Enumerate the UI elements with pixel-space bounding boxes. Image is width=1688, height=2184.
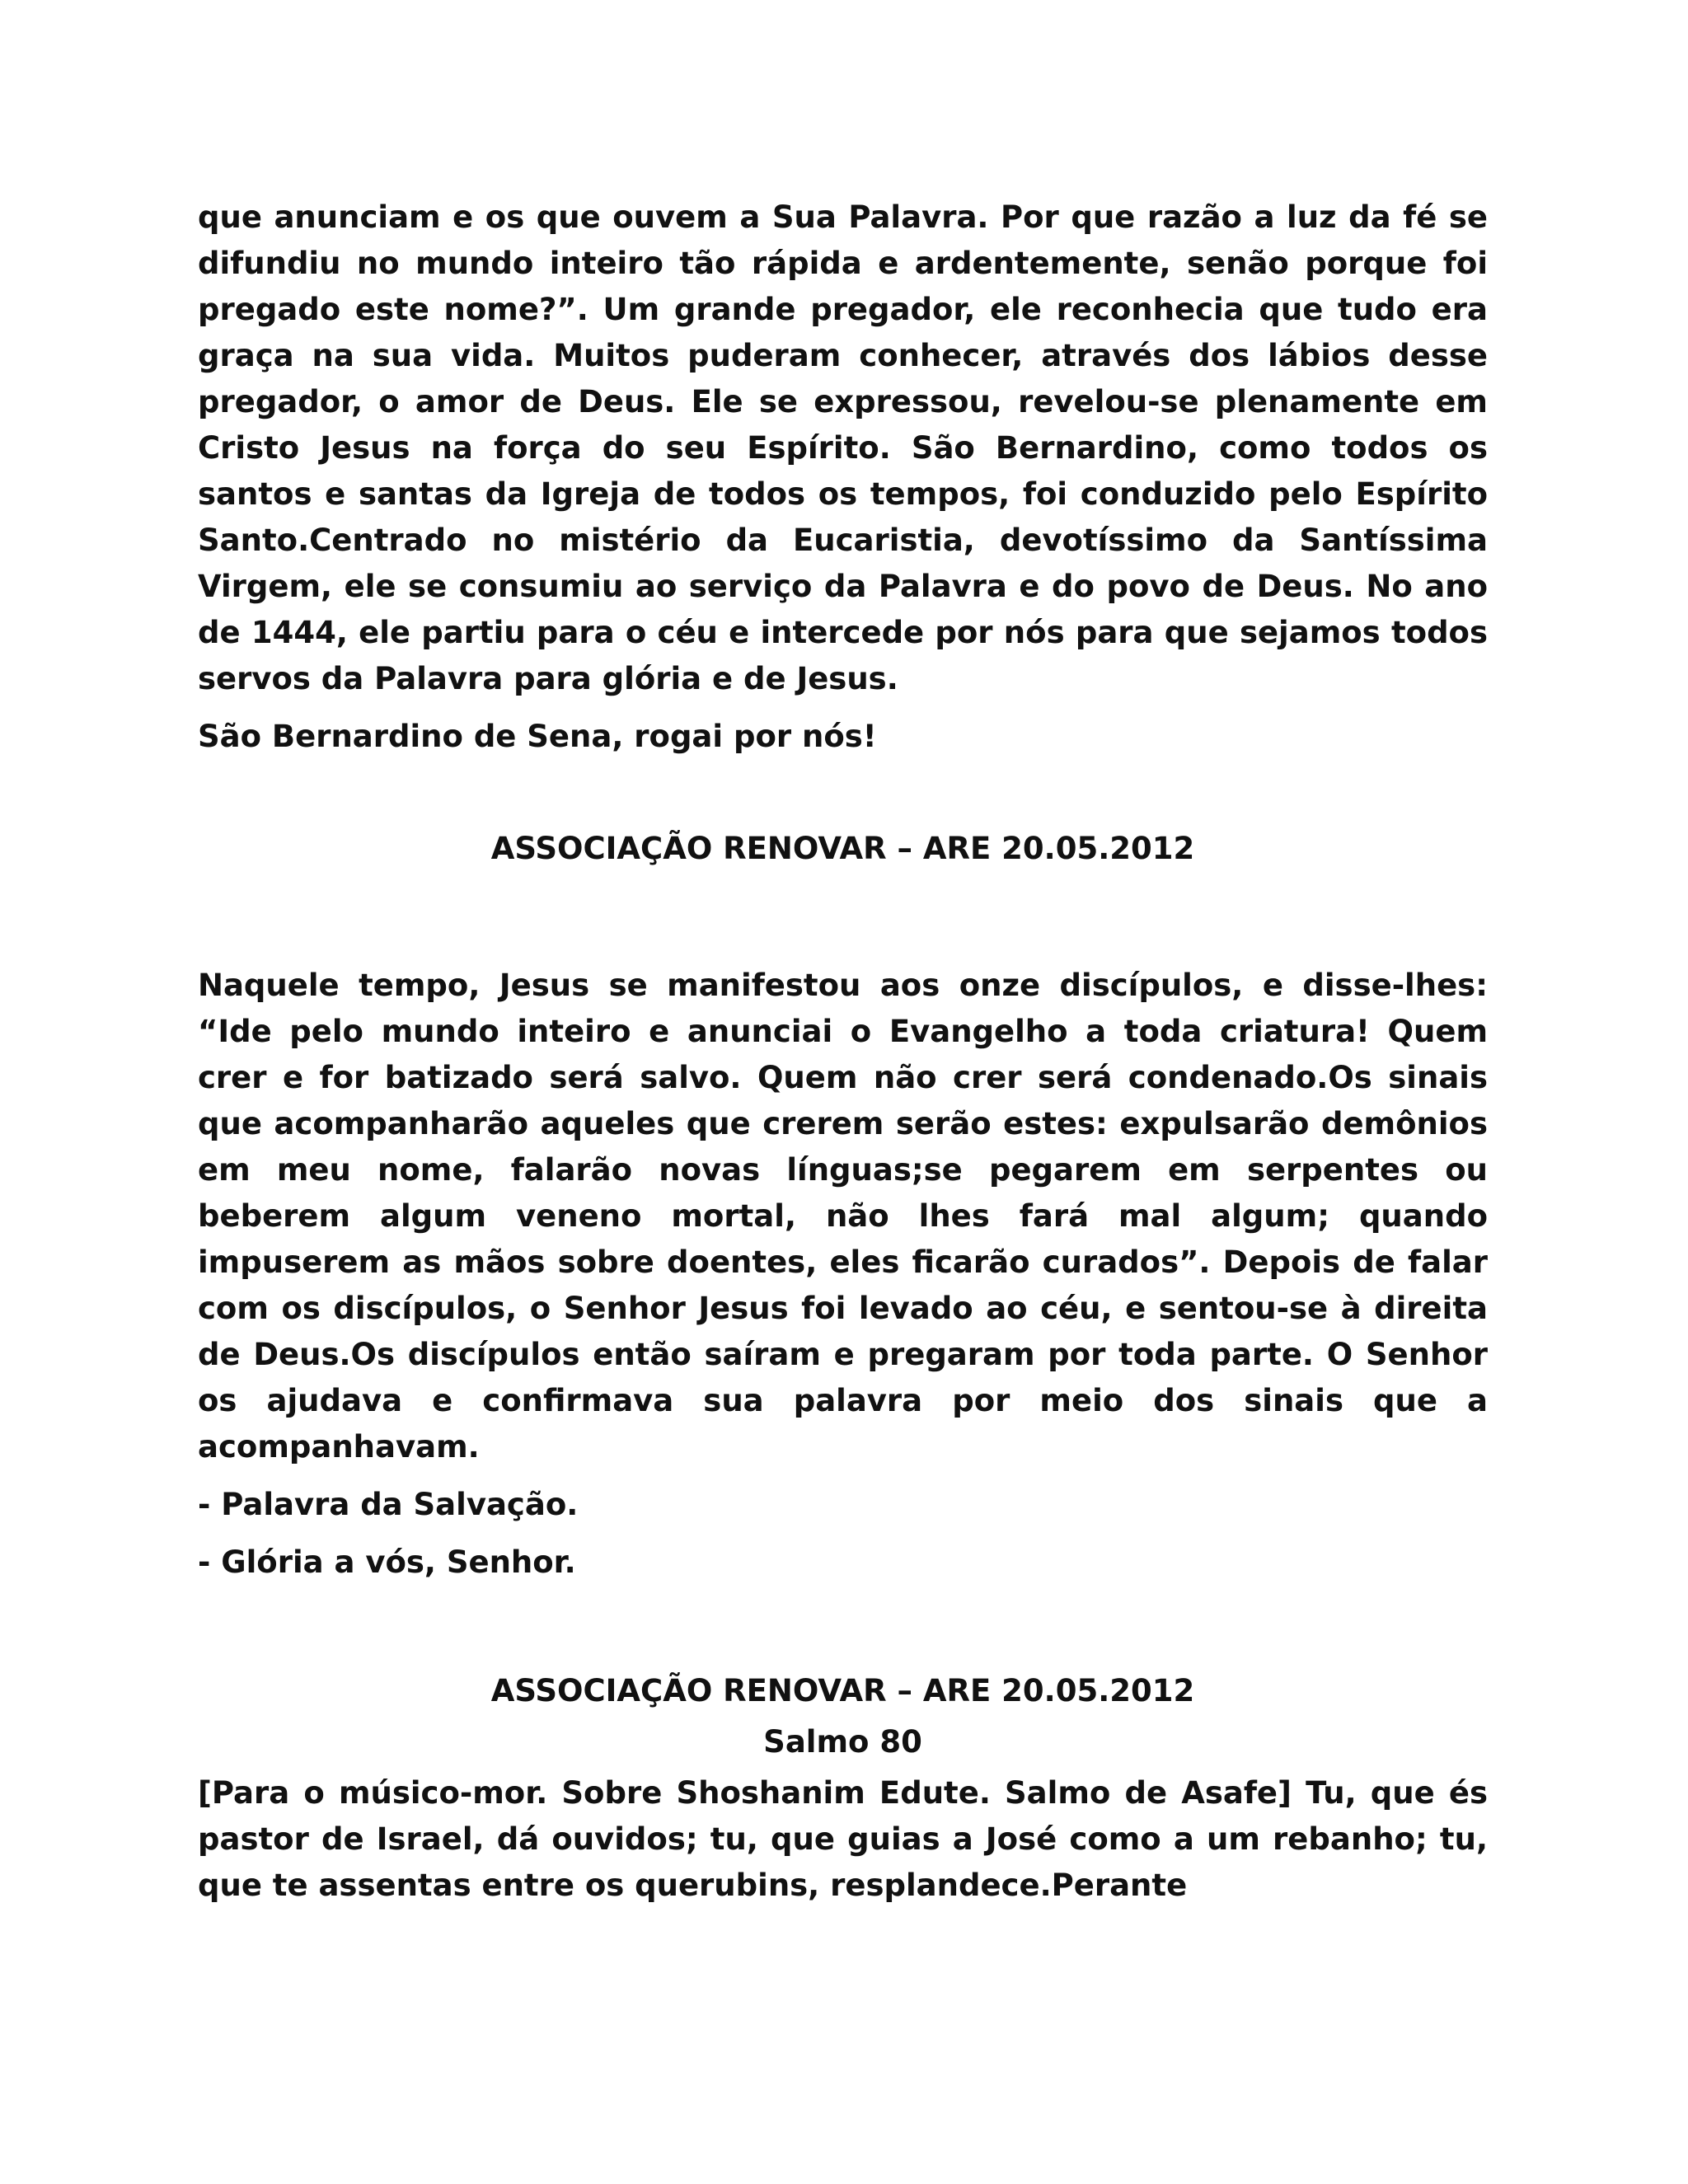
psalm-title: Salmo 80 — [763, 1724, 922, 1760]
gospel-response-1: - Palavra da Salvação. — [198, 1487, 579, 1522]
gospel-response-2: - Glória a vós, Senhor. — [198, 1544, 576, 1580]
psalm-heading: ASSOCIAÇÃO RENOVAR – ARE 20.05.2012 — [490, 1673, 1195, 1708]
gospel-paragraph: Naquele tempo, Jesus se manifestou aos onze discípulos, e disse-lhes: “Ide pelo mundo inteiro e anunciai o Evangelho a toda criatura! Quem crer e for batizado será salvo. Quem não crer será condenado.Os sinais que acompanharão aqueles que crerem serão estes: expulsarão demônios em meu nome, falarão novas línguas;se pegarem em serpentes ou beberem algum veneno mortal, não lhes fará mal algum; quando impuserem as mãos sobre doentes, eles ficarão curados”. Depois de falar com os discípulos, o Senhor Jesus foi levado ao céu, e sentou-se à direita de Deus.Os discípulos então saíram e pregaram por toda parte. O Senhor os ajudava e confirmava sua palavra por meio dos sinais que a acompanhavam. — [198, 968, 1488, 1465]
document-body — [198, 194, 1488, 1909]
reflection-paragraph: que anunciam e os que ouvem a Sua Palavra. Por que razão a luz da fé se difundiu no mundo inteiro tão rápida e ardentemente, senão porque foi pregado este nome?”. Um grande pregador, ele reconhecia que tudo era graça na sua vida. Muitos puderam conhecer, através dos lábios desse pregador, o amor de Deus. Ele se expressou, revelou-se plenamente em Cristo Jesus na força do seu Espírito. São Bernardino, como todos os santos e santas da Igreja de todos os tempos, foi conduzido pelo Espírito Santo.Centrado no mistério da Eucaristia, devotíssimo da Santíssima Virgem, ele se consumiu ao serviço da Palavra e do povo de Deus. No ano de 1444, ele partiu para o céu e intercede por nós para que sejamos todos servos da Palavra para glória e de Jesus. — [198, 199, 1488, 696]
psalm-paragraph: [Para o músico-mor. Sobre Shoshanim Edute. Salmo de Asafe] Tu, que és pastor de Israel, dá ouvidos; tu, que guias a José como a um rebanho; tu, que te assentas entre os querubins, resplandece.Perante — [198, 1775, 1488, 1903]
saint-invocation: São Bernardino de Sena, rogai por nós! — [198, 719, 877, 754]
gospel-heading: ASSOCIAÇÃO RENOVAR – ARE 20.05.2012 — [490, 831, 1195, 866]
